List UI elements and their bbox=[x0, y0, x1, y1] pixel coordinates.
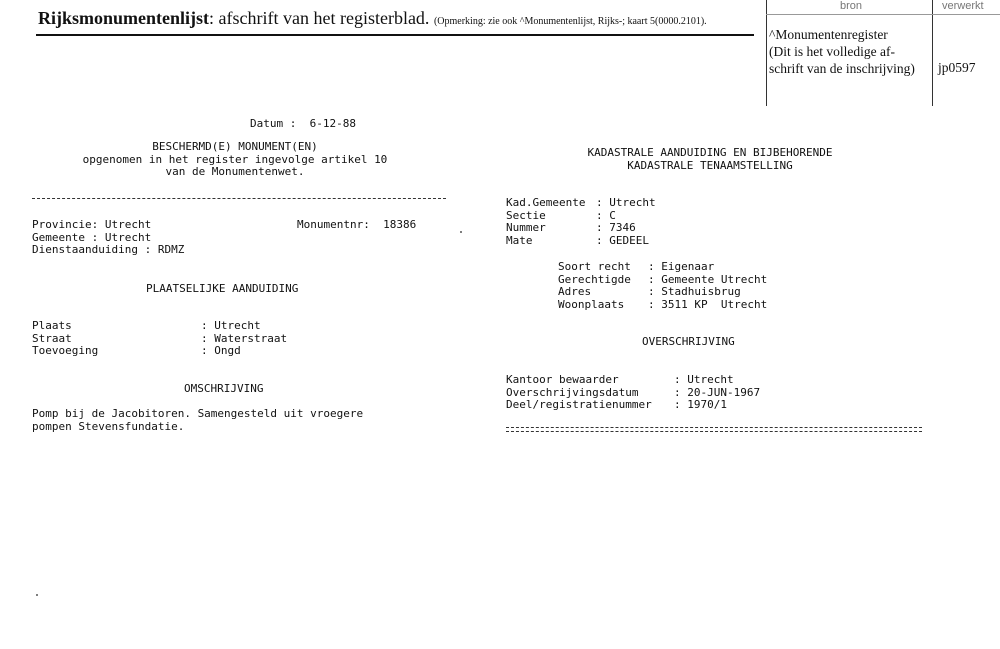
soort-recht-value: Eigenaar bbox=[661, 260, 715, 273]
deel-label: Deel/registratienummer bbox=[506, 398, 652, 411]
title-bold: Rijksmonumentenlijst bbox=[38, 8, 210, 28]
overschrijvingsdatum-value: 20-JUN-1967 bbox=[687, 385, 761, 399]
datum-line: Datum : 6-12-88 bbox=[250, 117, 356, 130]
heading-line-2: opgenomen in het register ingevolge artikel 10 bbox=[82, 152, 388, 166]
woonplaats-value: 3511 KP Utrecht bbox=[661, 297, 768, 311]
col-bron-label: bron bbox=[840, 0, 863, 12]
verwerkt-code: jp0597 bbox=[938, 60, 976, 75]
title-rest: : afschrift van het registerblad. bbox=[209, 8, 430, 28]
kad-values: : Utrecht : C : 7346 : GEDEEL bbox=[596, 196, 656, 247]
overschrijvingsdatum-label: Overschrijvingsdatum bbox=[506, 385, 639, 399]
nummer-label: Nummer bbox=[506, 221, 546, 234]
recht-values: : Eigenaar : Gemeente Utrecht : Stadhuisbrug : 3511 KP Utrecht bbox=[648, 260, 768, 311]
separator-dashed bbox=[32, 198, 446, 199]
plaats-values: : Utrecht : Waterstraat : Ongd bbox=[201, 319, 288, 357]
gerechtigde-value: Gemeente Utrecht bbox=[661, 272, 768, 286]
plaats-value: Utrecht bbox=[214, 319, 261, 332]
datum-value: 6-12-88 bbox=[309, 117, 356, 130]
monument-heading bbox=[0, 141, 470, 179]
nummer-value: 7346 bbox=[609, 221, 636, 234]
soort-recht-label: Soort recht bbox=[558, 260, 631, 273]
plaats-labels bbox=[32, 320, 98, 358]
bron-header-rule bbox=[766, 14, 1000, 15]
scan-speck bbox=[36, 594, 38, 596]
toevoeging-label: Toevoeging bbox=[32, 344, 99, 357]
document-title bbox=[38, 8, 707, 29]
adres-label: Adres bbox=[558, 285, 592, 298]
plaatselijk-heading: PLAATSELIJKE AANDUIDING bbox=[146, 282, 299, 295]
bron-divider bbox=[932, 0, 933, 106]
omschrijving-line-2: pompen Stevensfundatie. bbox=[32, 419, 185, 433]
woonplaats-label: Woonplaats bbox=[558, 297, 625, 311]
overschrijving-heading: OVERSCHRIJVING bbox=[642, 335, 735, 348]
title-underline bbox=[36, 34, 754, 36]
provincie: Provincie: Utrecht bbox=[32, 218, 152, 231]
overschrijving-values: : Utrecht : 20-JUN-1967 : 1970/1 bbox=[674, 373, 761, 411]
kad-gemeente-value: Utrecht bbox=[609, 196, 656, 209]
omschrijving-text bbox=[32, 408, 363, 433]
separator-double-dashed bbox=[506, 427, 922, 432]
heading-line-1: BESCHERMD(E) MONUMENT(EN) bbox=[152, 140, 318, 153]
location-block bbox=[32, 219, 184, 257]
plaats-label: Plaats bbox=[32, 319, 72, 332]
kad-heading-line-1: KADASTRALE AANDUIDING EN BIJBEHORENDE bbox=[587, 146, 833, 159]
dienstaanduiding: Dienstaanduiding : RDMZ bbox=[32, 243, 185, 256]
mate-value: GEDEEL bbox=[609, 233, 649, 247]
bron-left-border bbox=[766, 0, 767, 106]
omschrijving-line-1: Pomp bij de Jacobitoren. Samengesteld uit vroegere bbox=[32, 407, 364, 420]
heading-line-3: van de Monumentenwet. bbox=[165, 165, 305, 178]
sectie-label: Sectie bbox=[506, 208, 546, 222]
kad-gemeente-label: Kad.Gemeente bbox=[506, 196, 586, 209]
kad-labels bbox=[506, 197, 585, 247]
monumentnr-label: Monumentnr: bbox=[297, 218, 370, 231]
recht-labels bbox=[558, 261, 631, 311]
overschrijving-labels bbox=[506, 374, 652, 412]
straat-value: Waterstraat bbox=[214, 331, 288, 345]
kantoor-label: Kantoor bewaarder bbox=[506, 373, 619, 386]
kadastrale-heading bbox=[490, 147, 930, 172]
col-verwerkt-label: verwerkt bbox=[942, 0, 984, 12]
toevoeging-value: Ongd bbox=[214, 344, 241, 357]
monumentnr-value: 18386 bbox=[383, 218, 417, 231]
scan-speck bbox=[460, 231, 462, 233]
deel-value: 1970/1 bbox=[687, 398, 727, 411]
adres-value: Stadhuisbrug bbox=[661, 285, 741, 298]
bron-box bbox=[766, 0, 1000, 106]
mate-label: Mate bbox=[506, 233, 533, 247]
kad-heading-line-2: KADASTRALE TENAAMSTELLING bbox=[627, 158, 793, 172]
datum-label: Datum bbox=[250, 117, 284, 130]
omschrijving-heading: OMSCHRIJVING bbox=[184, 382, 264, 395]
monumentnr bbox=[297, 219, 416, 232]
gemeente: Gemeente : Utrecht bbox=[32, 230, 152, 244]
gerechtigde-label: Gerechtigde bbox=[558, 272, 631, 286]
kantoor-value: Utrecht bbox=[687, 373, 734, 386]
title-note: (Opmerking: zie ook ^Monumentenlijst, Rijks-; kaart 5(0000.2101). bbox=[433, 16, 707, 27]
sectie-value: C bbox=[609, 208, 616, 222]
bron-text: ^Monumentenregister (Dit is het volledige af- schrift van de inschrijving) bbox=[769, 27, 915, 76]
straat-label: Straat bbox=[32, 331, 72, 345]
